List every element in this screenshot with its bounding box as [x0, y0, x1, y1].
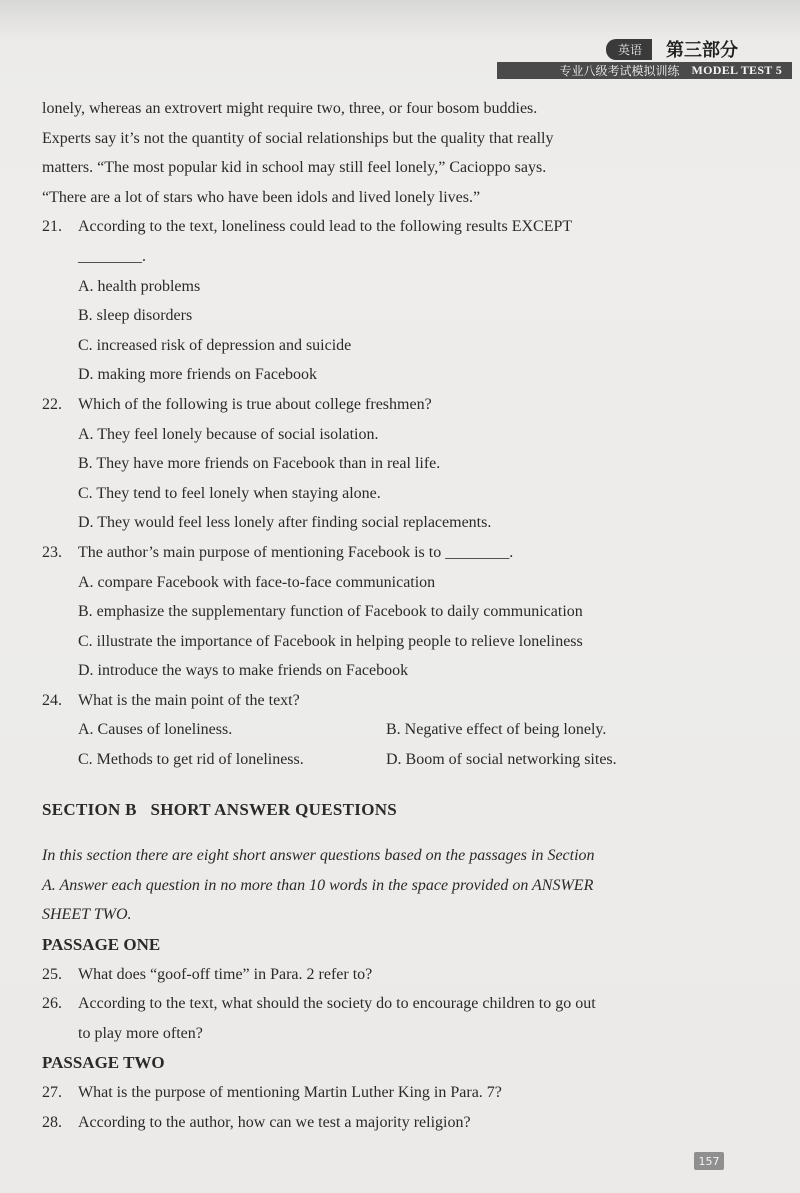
question-stem: What is the main point of the text?: [78, 691, 300, 709]
question-number: 23.: [42, 543, 62, 561]
question-stem: According to the text, loneliness could lead to the following results EXCEPT: [78, 218, 573, 236]
part-title: 第三部分: [666, 40, 738, 61]
passage-line: matters. “The most popular kid in school may still feel lonely,” Cacioppo says.: [42, 159, 547, 177]
question-26: [42, 989, 722, 1019]
header-band-chinese: 专业八级考试模拟训练: [559, 64, 680, 78]
question-28: [42, 1108, 722, 1138]
header-band: [497, 62, 792, 79]
option: D. They would feel less lonely after finding social replacements.: [78, 514, 492, 532]
question-stem: Which of the following is true about college freshmen?: [78, 395, 432, 413]
page-number: 157: [694, 1152, 724, 1170]
passage-line: Experts say it’s not the quantity of social relationships but the quality that really: [42, 129, 554, 147]
passage-line: lonely, whereas an extrovert might require two, three, or four bosom buddies.: [42, 100, 538, 117]
option: A. health problems: [78, 277, 201, 295]
passage-two-heading: PASSAGE TWO: [42, 1053, 165, 1073]
section-b-instruction: In this section there are eight short answer questions based on the passages in Section: [42, 847, 595, 865]
option: D. making more friends on Facebook: [78, 366, 318, 384]
option: B. emphasize the supplementary function of Facebook to daily communication: [78, 603, 583, 621]
option: C. Methods to get rid of loneliness.: [78, 751, 304, 769]
question-stem: According to the author, how can we test a majority religion?: [78, 1113, 471, 1131]
answer-blank: ________.: [78, 247, 146, 265]
question-24: [42, 686, 722, 716]
question-22: [42, 390, 722, 420]
option: A. They feel lonely because of social isolation.: [78, 425, 379, 443]
option: D. Boom of social networking sites.: [386, 751, 617, 769]
option: D. introduce the ways to make friends on Facebook: [78, 662, 409, 680]
option: B. Negative effect of being lonely.: [386, 721, 607, 739]
option: A. Causes of loneliness.: [78, 721, 233, 739]
header-band-english: MODEL TEST 5: [691, 63, 782, 77]
option-row: [78, 745, 722, 775]
question-stem: According to the text, what should the society do to encourage children to go out: [78, 995, 596, 1013]
question-stem: The author’s main purpose of mentioning Facebook is to ________.: [78, 543, 514, 561]
option: C. increased risk of depression and suicide: [78, 336, 352, 354]
question-number: 24.: [42, 691, 62, 709]
question-23: [42, 538, 722, 568]
question-stem-continued: to play more often?: [78, 1024, 203, 1042]
option-row: [78, 715, 722, 745]
question-number: 27.: [42, 1084, 62, 1101]
header-title-row: [606, 36, 738, 62]
question-number: 26.: [42, 995, 62, 1013]
section-b-title: SECTION B SHORT ANSWER QUESTIONS: [42, 799, 398, 819]
section-b-instruction: A. Answer each question in no more than 10 words in the space provided on ANSWER: [42, 876, 594, 894]
option: B. sleep disorders: [78, 307, 193, 325]
option: B. They have more friends on Facebook than in real life.: [78, 455, 441, 473]
question-stem: What does “goof-off time” in Para. 2 refer to?: [78, 965, 373, 983]
question-21: [42, 212, 722, 242]
option: A. compare Facebook with face-to-face communication: [78, 573, 436, 591]
option: C. They tend to feel lonely when staying alone.: [78, 484, 381, 502]
question-number: 21.: [42, 218, 62, 236]
question-27: [42, 1078, 722, 1108]
page-content: [42, 94, 722, 1137]
question-number: 22.: [42, 395, 62, 413]
question-stem: What is the purpose of mentioning Martin Luther King in Para. 7?: [78, 1084, 502, 1101]
passage-one-heading: PASSAGE ONE: [42, 935, 161, 955]
option: C. illustrate the importance of Facebook in helping people to relieve loneliness: [78, 632, 583, 650]
question-25: [42, 960, 722, 990]
passage-line: “There are a lot of stars who have been idols and lived lonely lives.”: [42, 188, 481, 206]
question-number: 25.: [42, 965, 62, 983]
section-b-instruction: SHEET TWO.: [42, 906, 132, 924]
question-number: 28.: [42, 1113, 62, 1131]
subject-tag: 英语: [606, 39, 652, 60]
